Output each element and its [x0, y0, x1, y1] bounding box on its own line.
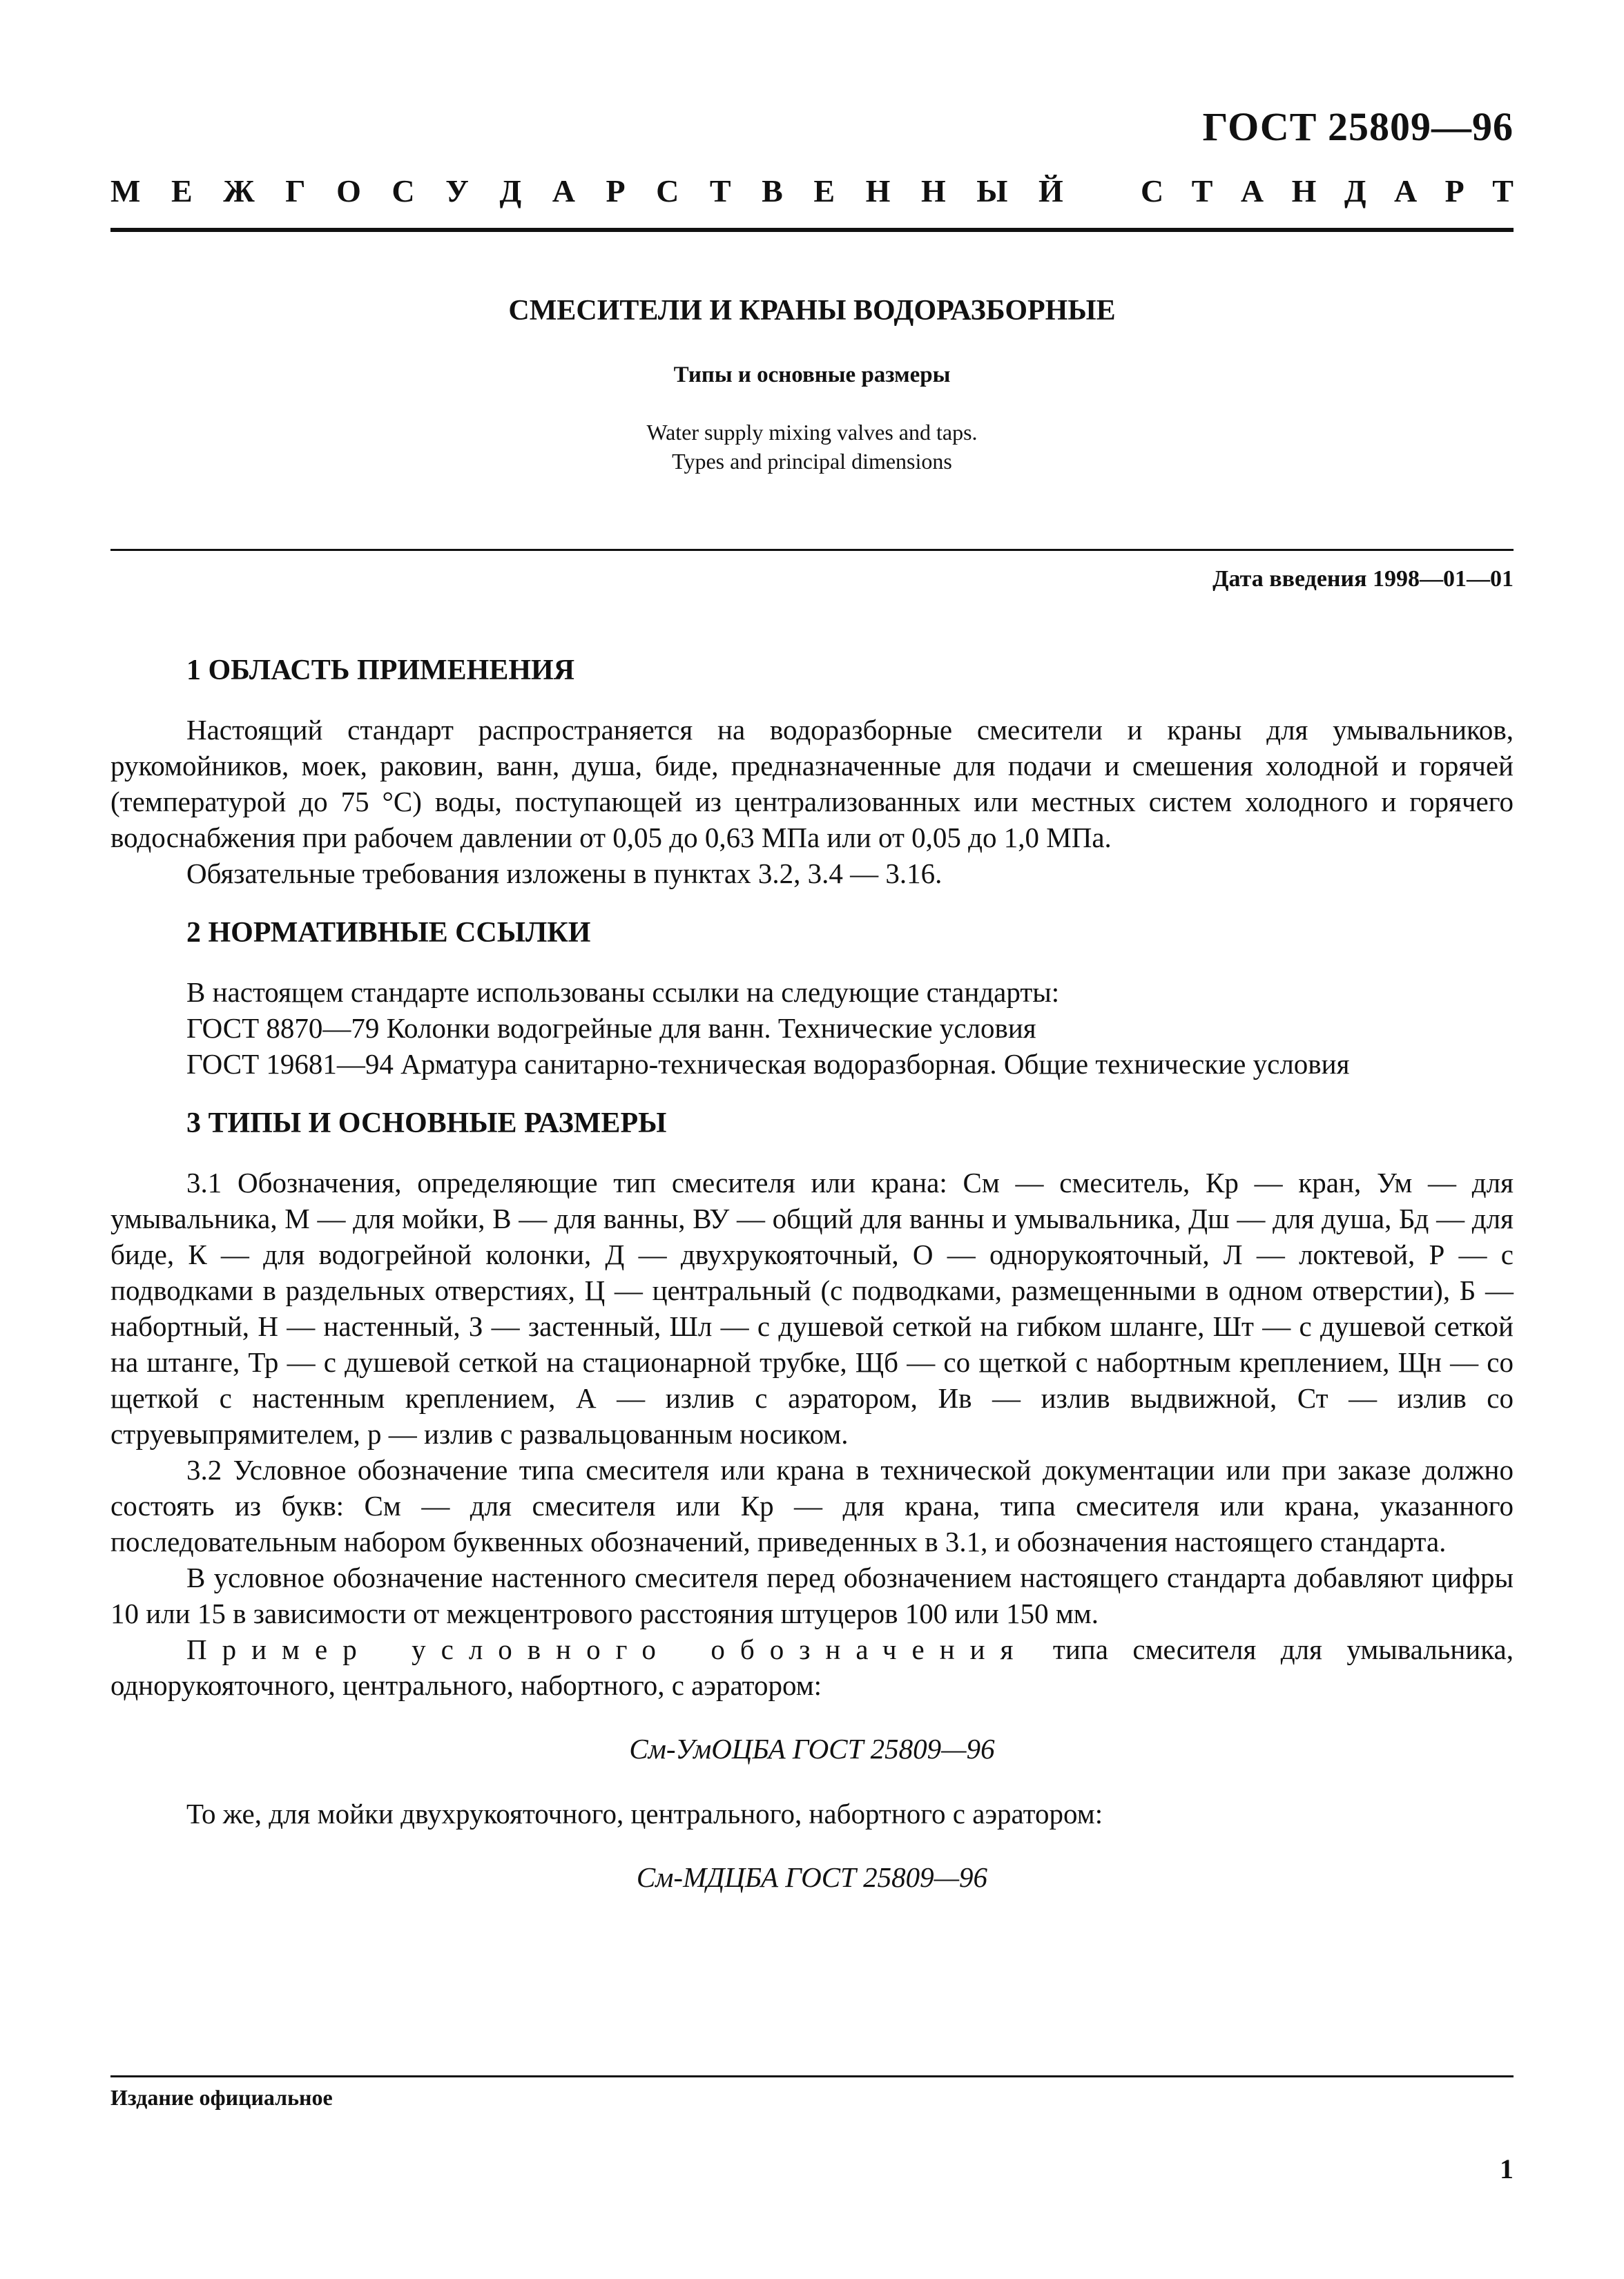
- paragraph: В условное обозначение настенного смесителя перед обозначением настоящего стандарта добавляют цифры 10 или 15 в зависимости от межцентрового расстояния штуцеров 100 или 150 мм.: [110, 1562, 1514, 1629]
- banner-letter: Е: [171, 173, 193, 208]
- banner-letter: Р: [606, 173, 626, 208]
- banner-letter: Ы: [976, 173, 1008, 208]
- banner-letter: Е: [813, 173, 835, 208]
- banner-letter: О: [336, 173, 361, 208]
- paragraph: 3.1 Обозначения, определяющие тип смесителя или крана: См — смеситель, Кр — кран, Ум — для умывальника, М — для мойки, В — для ванны, ВУ — общий для ванны и умывальника, Дш — для душа, Бд — для биде, К — для водогрейной колонки, Д — двухрукояточный, О — однорукояточный, Л — локтевой, Р — с подводками в раздельных отверстиях, Ц — центральный (с подводками, размещенными в одном отверстии), Б — набортный, Н — настенный, З — застенный, Шл — с душевой сеткой на гибком шланге, Шт — с душевой сеткой на штанге, Тр — с душевой сеткой на стационарной трубке, Щб — со щеткой с набортным креплением, Щн — со щеткой с настенным креплением, А — излив с аэратором, Ив — излив выдвижной, Ст — излив со струевыпрямителем, р — излив с развальцованным носиком.: [110, 1167, 1514, 1450]
- designation-example-block: [110, 1859, 1514, 1895]
- banner-letter: С: [656, 173, 679, 208]
- section-heading: 3 ТИПЫ И ОСНОВНЫЕ РАЗМЕРЫ: [186, 1107, 667, 1139]
- section-heading: 2 НОРМАТИВНЫЕ ССЫЛКИ: [186, 917, 591, 949]
- reference-item: ГОСТ 19681—94 Арматура санитарно-техническая водоразборная. Общие технические условия: [186, 1048, 1350, 1080]
- banner-letter: Т: [1191, 173, 1213, 208]
- introduction-date: Дата введения 1998—01—01: [1212, 566, 1514, 592]
- designation-example-block: [110, 1731, 1514, 1767]
- paragraph: То же, для мойки двухрукояточного, центрального, набортного с аэратором:: [186, 1798, 1103, 1830]
- document-page: [110, 0, 1514, 2279]
- banner-letter: А: [552, 173, 575, 208]
- banner-letter: М: [110, 173, 141, 208]
- interstate-standard-banner: [110, 173, 1514, 209]
- document-body: [110, 652, 1514, 1924]
- banner-letter: А: [1240, 173, 1264, 208]
- banner-letter: Н: [920, 173, 946, 208]
- example-text: типа смесителя для умывальника, однорукояточного, центрального, набортного, с аэратором:: [110, 1633, 1514, 1701]
- banner-letter: У: [445, 173, 469, 208]
- banner-letter: Н: [1291, 173, 1317, 208]
- banner-word-interstate: [110, 173, 1063, 209]
- banner-letter: Р: [1444, 173, 1464, 208]
- banner-letter: С: [1141, 173, 1164, 208]
- paragraph: Обязательные требования изложены в пунктах 3.2, 3.4 — 3.16.: [186, 857, 942, 889]
- english-title: [110, 418, 1514, 476]
- standard-number: ГОСТ 25809—96: [1202, 104, 1514, 149]
- document-subtitle: Типы и основные размеры: [673, 362, 951, 388]
- paragraph: Настоящий стандарт распространяется на водоразборные смесители и краны для умывальников, рукомойников, моек, раковин, ванн, душа, биде, предназначенные для подачи и смешения холодной и горячей (температурой до 75 °С) воды, поступающей из централизованных или местных систем холодного и горячего водоснабжения при рабочем давлении от 0,05 до 0,63 МПа или от 0,05 до 1,0 МПа.: [110, 714, 1514, 853]
- banner-letter: А: [1393, 173, 1418, 208]
- paragraph: 3.2 Условное обозначение типа смесителя или крана в технической документации или при заказе должно состоять из букв: См — для смесителя или Кр — для крана, типа смесителя или крана, указанного последовательным набором буквенных обозначений, приведенных в 3.1, и обозначения настоящего стандарта.: [110, 1454, 1514, 1558]
- paragraph: В настоящем стандарте использованы ссылки на следующие стандарты:: [186, 976, 1060, 1008]
- header-rule: [110, 228, 1514, 232]
- official-edition-label: Издание официальное: [110, 2085, 333, 2110]
- example-label: Пример условного обозначения: [186, 1633, 1029, 1665]
- section-scope: [110, 652, 1514, 891]
- section-heading: 1 ОБЛАСТЬ ПРИМЕНЕНИЯ: [186, 654, 575, 686]
- english-title-line-1: Water supply mixing valves and taps.: [646, 420, 978, 445]
- section-normative-references: [110, 915, 1514, 1082]
- banner-letter: С: [392, 173, 415, 208]
- banner-letter: Т: [709, 173, 731, 208]
- banner-letter: Д: [1344, 173, 1366, 208]
- banner-letter: В: [762, 173, 783, 208]
- banner-letter: Г: [285, 173, 306, 208]
- designation-example: См-УмОЦБА ГОСТ 25809—96: [629, 1733, 995, 1765]
- footer-rule: [110, 2075, 1514, 2077]
- section-types-and-dimensions: [110, 1105, 1514, 1895]
- banner-letter: Й: [1038, 173, 1063, 208]
- reference-item: ГОСТ 8870—79 Колонки водогрейные для ванн. Технические условия: [186, 1012, 1036, 1044]
- banner-letter: Т: [1492, 173, 1514, 208]
- banner-letter: Д: [499, 173, 522, 208]
- banner-letter: Н: [865, 173, 891, 208]
- designation-example: См-МДЦБА ГОСТ 25809—96: [636, 1861, 988, 1893]
- title-block: [110, 293, 1514, 476]
- document-title: СМЕСИТЕЛИ И КРАНЫ ВОДОРАЗБОРНЫЕ: [508, 295, 1116, 327]
- page-number: 1: [1500, 2153, 1514, 2184]
- banner-letter: Ж: [223, 173, 255, 208]
- title-rule: [110, 549, 1514, 551]
- english-title-line-2: Types and principal dimensions: [672, 448, 952, 474]
- banner-word-standard: [1141, 173, 1514, 209]
- example-paragraph: [110, 1631, 1514, 1703]
